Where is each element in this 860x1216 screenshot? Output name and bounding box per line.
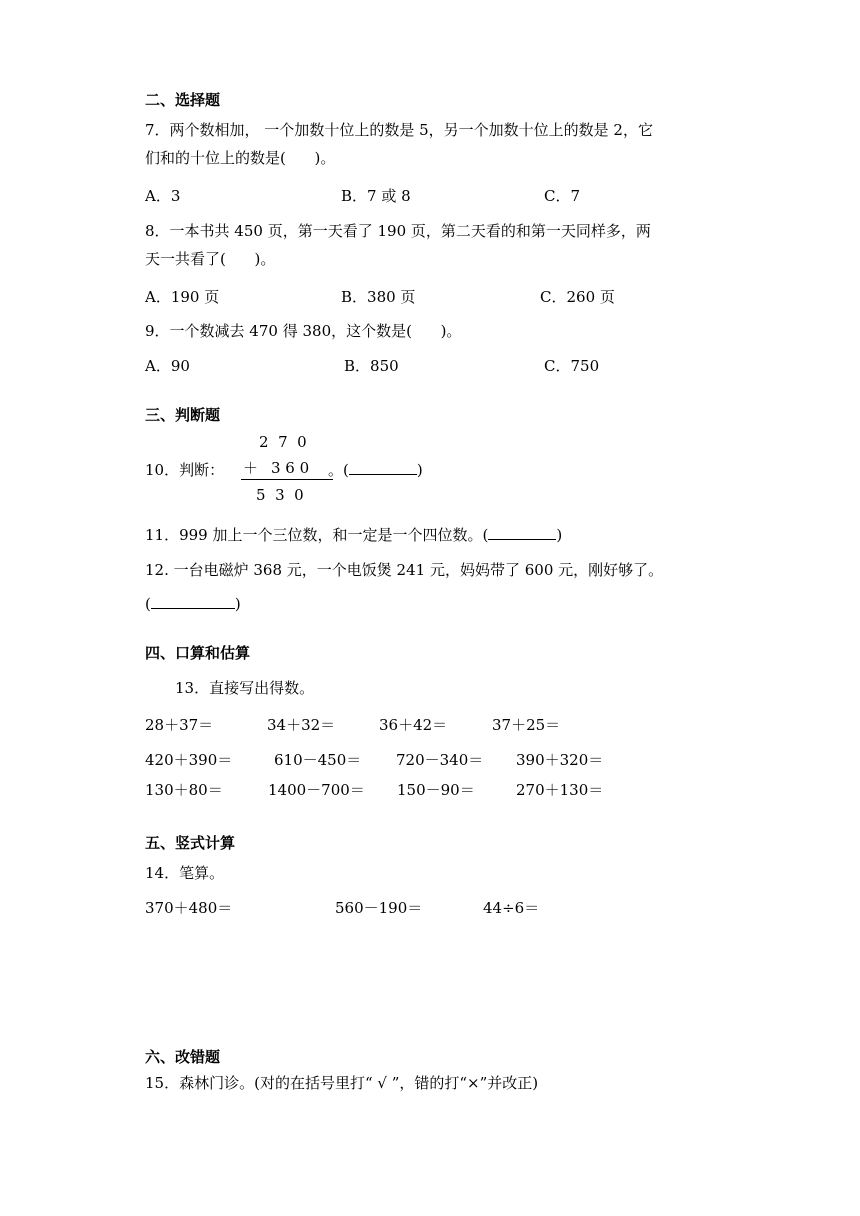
q13-item: 28＋37＝ <box>145 716 214 734</box>
q13-item: 390＋320＝ <box>516 751 604 769</box>
q8-option-c: C．260 页 <box>540 288 615 306</box>
q12-answer-blank[interactable] <box>151 594 235 609</box>
section-heading-judgement: 三、判断题 <box>145 406 221 424</box>
q13-item: 37＋25＝ <box>492 716 561 734</box>
q10-plus-sign: ＋ <box>243 459 259 477</box>
q10-label: 10．判断： <box>145 461 225 479</box>
q14-item: 370＋480＝ <box>145 899 233 917</box>
q13-item: 420＋390＝ <box>145 751 233 769</box>
q10-addend-bottom: 3 6 0 <box>271 459 310 477</box>
q13-item: 610－450＝ <box>274 751 362 769</box>
q9-option-c: C．750 <box>544 357 600 375</box>
q7-line2: 们和的十位上的数是( )。 <box>145 149 336 167</box>
q11-answer-blank[interactable] <box>488 525 556 540</box>
q7-line1: 7．两个数相加， 一个加数十位上的数是 5，另一个加数十位上的数是 2，它 <box>145 121 653 139</box>
q14-item: 560－190＝ <box>335 899 423 917</box>
section-heading-mental-math: 四、口算和估算 <box>145 644 251 662</box>
q10-addend-top: 2 7 0 <box>259 433 307 451</box>
section-heading-choice: 二、选择题 <box>145 91 221 109</box>
q10-answer-paren: 。( ) <box>328 461 423 479</box>
q9-option-a: A．90 <box>145 357 190 375</box>
q11-statement: 11．999 加上一个三位数，和一定是一个四位数。( ) <box>145 526 563 544</box>
q13-item: 130＋80＝ <box>145 781 223 799</box>
q13-item: 36＋42＝ <box>379 716 448 734</box>
q13-item: 1400－700＝ <box>268 781 365 799</box>
q10-sum-line <box>241 479 333 480</box>
q7-option-b: B．7 或 8 <box>341 187 411 205</box>
section-heading-column-calc: 五、竖式计算 <box>145 834 236 852</box>
q9-line1: 9．一个数减去 470 得 380，这个数是( )。 <box>145 322 462 340</box>
q12-answer-paren: ( ) <box>145 595 241 613</box>
q10-answer-blank[interactable] <box>349 460 417 475</box>
q7-option-c: C．7 <box>544 187 581 205</box>
q10-sum: 5 3 0 <box>256 486 304 504</box>
q14-item: 44÷6＝ <box>483 899 540 917</box>
q8-line1: 8．一本书共 450 页，第一天看了 190 页，第二天看的和第一天同样多，两 <box>145 222 651 240</box>
q14-title: 14．笔算。 <box>145 864 225 882</box>
q9-option-b: B．850 <box>344 357 399 375</box>
section-heading-error-correction: 六、改错题 <box>145 1048 221 1066</box>
q13-item: 720－340＝ <box>396 751 484 769</box>
q13-item: 270＋130＝ <box>516 781 604 799</box>
q12-statement: 12. 一台电磁炉 368 元，一个电饭煲 241 元，妈妈带了 600 元，刚好够了。 <box>145 561 664 579</box>
q7-option-a: A．3 <box>145 187 181 205</box>
q15-instruction: 15．森林门诊。(对的在括号里打“ √ ”，错的打“×”并改正) <box>145 1074 539 1092</box>
q13-item: 150－90＝ <box>397 781 475 799</box>
q8-line2: 天一共看了( )。 <box>145 250 276 268</box>
q13-item: 34＋32＝ <box>267 716 336 734</box>
q13-title: 13．直接写出得数。 <box>175 679 315 697</box>
q8-option-b: B．380 页 <box>341 288 416 306</box>
q8-option-a: A．190 页 <box>145 288 220 306</box>
